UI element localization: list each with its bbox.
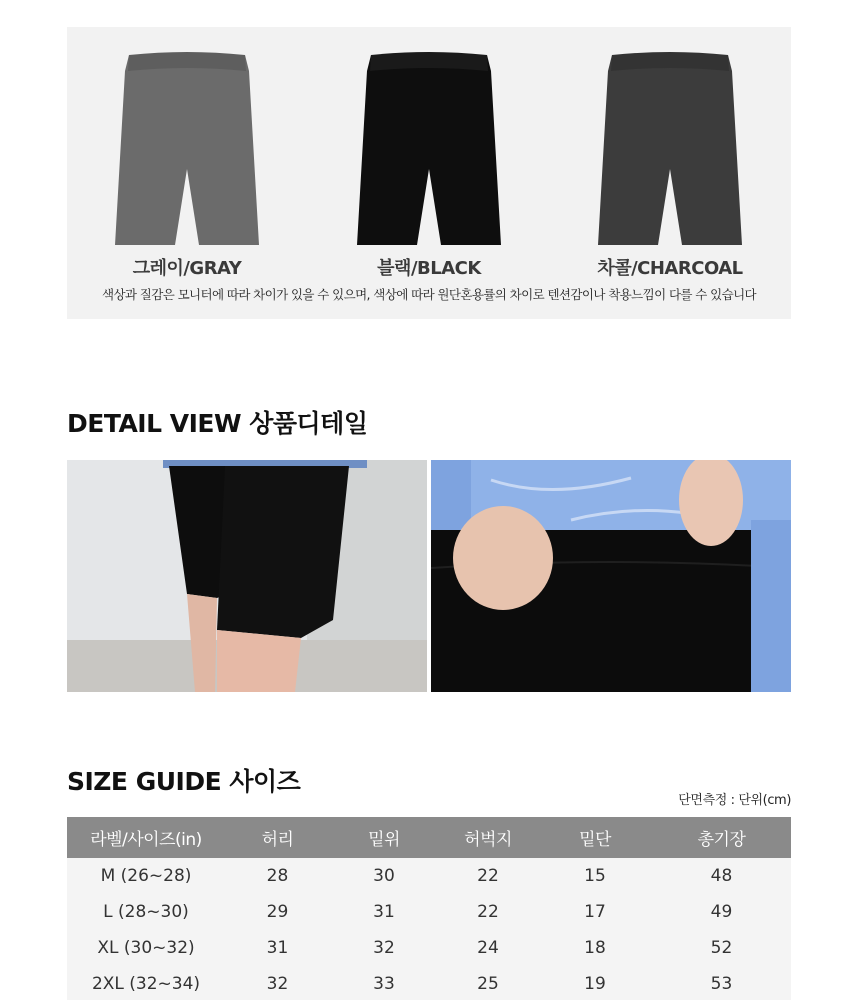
measurement-unit-note: 단면측정 : 단위(cm) (678, 793, 791, 808)
hem-value: 15 (584, 866, 606, 886)
color-swatch-charcoal (570, 27, 770, 279)
length-value: 53 (710, 974, 733, 994)
length-value: 52 (710, 938, 733, 958)
hem-value: 18 (584, 938, 606, 958)
table-row (67, 966, 791, 1000)
waist-value: 32 (266, 974, 289, 994)
size-label: L (28~30) (103, 902, 189, 922)
hem-value: 19 (584, 974, 606, 994)
color-label-charcoal: 차콜/CHARCOAL (597, 258, 743, 279)
charcoal-shorts-image (590, 27, 750, 249)
color-disclaimer: 색상과 질감은 모니터에 따라 차이가 있을 수 있으며, 색상에 따라 원단혼용률의 차이로 텐션감이나 착용느낌이 다를 수 있습니다 (101, 287, 757, 302)
color-options-panel (67, 27, 791, 319)
length-value: 49 (710, 902, 733, 922)
table-row (67, 930, 791, 966)
table-row (67, 894, 791, 930)
length-value: 48 (710, 866, 733, 886)
thigh-value: 22 (477, 902, 499, 922)
detail-view-title: DETAIL VIEW 상품디테일 (67, 409, 368, 438)
hem-value: 17 (584, 902, 606, 922)
size-guide-title: SIZE GUIDE 사이즈 (67, 767, 301, 796)
rise-value: 32 (373, 938, 395, 958)
thigh-value: 24 (477, 938, 499, 958)
detail-photo-legs (67, 460, 427, 692)
header-thigh: 허벅지 (438, 817, 538, 858)
size-label: M (26~28) (100, 866, 192, 886)
size-table (67, 817, 791, 1000)
waist-value: 28 (266, 866, 289, 886)
size-label: XL (30~32) (97, 938, 195, 958)
waist-value: 29 (266, 902, 289, 922)
thigh-value: 22 (477, 866, 499, 886)
rise-value: 33 (373, 974, 395, 994)
detail-photo-waistband (431, 460, 791, 692)
color-swatch-gray (87, 27, 287, 279)
header-rise: 밑위 (330, 817, 438, 858)
gray-shorts-image (107, 27, 267, 249)
rise-value: 31 (373, 902, 395, 922)
size-label: 2XL (32~34) (91, 974, 201, 994)
header-length: 총기장 (652, 817, 791, 858)
header-hem: 밑단 (538, 817, 652, 858)
rise-value: 30 (373, 866, 395, 886)
table-row (67, 858, 791, 894)
color-swatch-black (329, 27, 529, 279)
black-shorts-image (349, 27, 509, 249)
size-table-header (67, 817, 791, 858)
waist-value: 31 (266, 938, 289, 958)
header-waist: 허리 (225, 817, 330, 858)
color-label-gray: 그레이/GRAY (132, 258, 242, 279)
header-label-size: 라벨/사이즈(in) (67, 817, 225, 858)
thigh-value: 25 (477, 974, 499, 994)
color-label-black: 블랙/BLACK (377, 258, 481, 279)
